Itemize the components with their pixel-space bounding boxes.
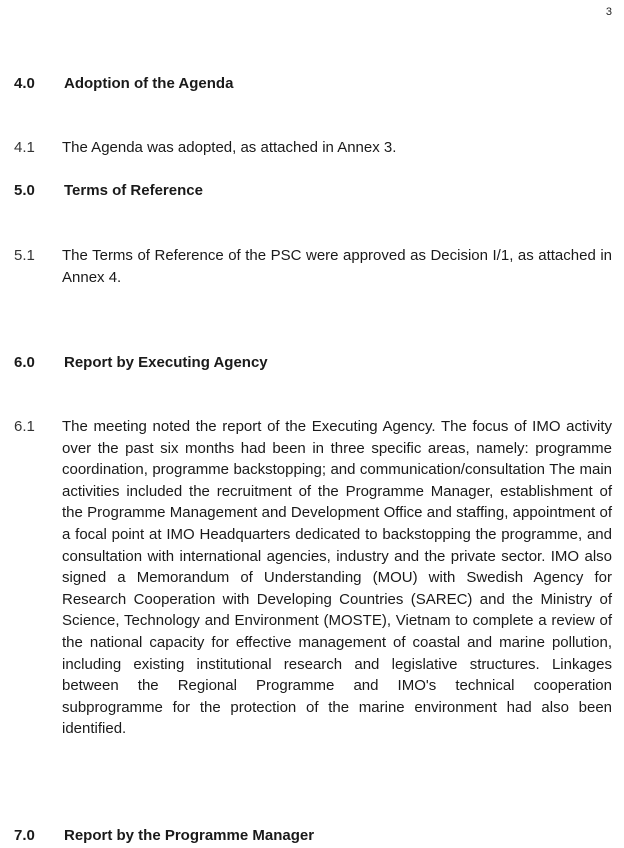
paragraph-number: 5.1	[14, 247, 35, 264]
section-number: 4.0	[14, 75, 35, 92]
paragraph-number: 4.1	[14, 139, 35, 156]
section-title: Adoption of the Agenda	[64, 75, 234, 92]
section-number: 6.0	[14, 354, 35, 371]
section-title: Report by the Programme Manager	[64, 827, 315, 844]
paragraph-text: The meeting noted the report of the Executing Agency. The focus of IMO activity over the past six months had been in three specific areas, namely: programme coordination, programme backstopping; and communication/consultation The main activities included the recruitment of the Programme Manager, establishment of the Programme Management and Development Office and staffing, appointment of a focal point at IMO Headquarters dedicated to backstopping the programme, and consultation with international agencies, industry and the private sector. IMO also signed a Memorandum of Understanding (MOU) with Swedish Agency for Research Cooperation with Developing Countries (SAREC) and the Ministry of Science, Technology and Environment (MOSTE), Vietnam to complete a review of the national capacity for effective management of coastal and marine pollution, including existing institutional research and legislative structures. Linkages between the Regional Programme and IMO's technical cooperation subprogramme for the protection of the marine environment had also been identified.	[62, 418, 612, 738]
page-number: 3	[605, 6, 612, 18]
paragraph-number: 6.1	[14, 418, 35, 435]
section-title: Terms of Reference	[64, 182, 203, 199]
paragraph-text: The Agenda was adopted, as attached in Annex 3.	[62, 139, 397, 156]
section-title: Report by Executing Agency	[64, 354, 268, 371]
paragraph-text: The Terms of Reference of the PSC were approved as Decision I/1, as attached in Annex 4.	[62, 247, 612, 286]
section-number: 7.0	[14, 827, 35, 844]
section-number: 5.0	[14, 182, 35, 199]
